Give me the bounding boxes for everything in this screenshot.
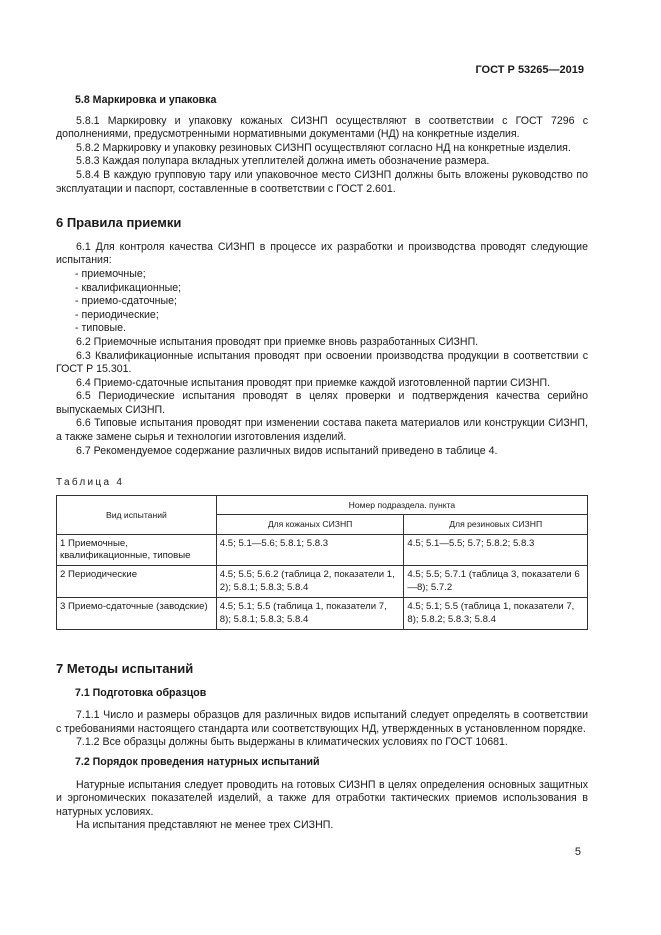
header-rubber: Для резиновых СИЗНП <box>404 515 588 534</box>
page-content <box>56 94 588 833</box>
cell-rubber: 4.5; 5.1—5.5; 5.7; 5.8.2; 5.8.3 <box>404 534 588 566</box>
table-4 <box>56 495 588 630</box>
paragraph-7-2-b: На испытания представляют не менее трех СИЗНП. <box>76 819 334 832</box>
list-item: - приемочные; <box>75 267 146 280</box>
paragraph-6-5: 6.5 Периодические испытания проводят в целях проверки и подтверждения качества серийно выпускаемых СИЗНП. <box>56 390 588 416</box>
paragraph-5-8-2: 5.8.2 Маркировку и упаковку резиновых СИЗНП осуществляют согласно НД на конкретные изделия. <box>76 141 571 154</box>
test-types-list <box>56 268 588 336</box>
section-7-1-title: 7.1 Подготовка образцов <box>75 686 207 699</box>
list-item: - типовые. <box>75 322 126 335</box>
paragraph-6-1: 6.1 Для контроля качества СИЗНП в процессе их разработки и производства проводят следующие испытания: <box>56 240 588 267</box>
cell-type: 2 Периодические <box>57 566 217 598</box>
paragraph-6-6: 6.6 Типовые испытания проводят при изменении состава пакета материалов или конструкции СИЗНП, а также замене сырья и технологии изготовления изделий. <box>56 417 588 444</box>
document-code: ГОСТ Р 53265—2019 <box>475 64 584 76</box>
paragraph-6-2: 6.2 Приемочные испытания проводят при приемке вновь разработанных СИЗНП. <box>76 335 479 348</box>
header-leather: Для кожаных СИЗНП <box>216 515 404 534</box>
section-5-8-title: 5.8 Маркировка и упаковка <box>75 94 217 106</box>
paragraph-7-2-a: Натурные испытания следует проводить на готовых СИЗНП в целях определения основных защитных и эргономических показателей изделий, а также для отработки тактических приемов использования в натурных условиях. <box>56 778 588 818</box>
paragraph-5-8-1: 5.8.1 Маркировку и упаковку кожаных СИЗНП осуществляют в соответствии с ГОСТ 7296 с дополнениями, предусмотренными нормативными документами (НД) на конкретные изделия. <box>56 114 588 141</box>
table-row <box>57 534 588 566</box>
paragraph-5-8-4: 5.8.4 В каждую групповую тару или упаковочное место СИЗНП должны быть вложены руководство по эксплуатации и паспорт, составленные в соответствии с ГОСТ 2.601. <box>56 168 588 195</box>
cell-rubber: 4.5; 5.1; 5.5 (таблица 1, показатели 7, 8); 5.8.2; 5.8.3; 5.8.4 <box>404 598 588 630</box>
cell-rubber: 4.5; 5.5; 5.7.1 (таблица 3, показатели 6—8); 5.7.2 <box>404 566 588 598</box>
header-section-number: Номер подраздела. пункта <box>216 495 587 514</box>
paragraph-6-3: 6.3 Квалификационные испытания проводят при освоении производства продукции в соответствии с ГОСТ Р 15.301. <box>56 349 588 376</box>
section-7-2-title: 7.2 Порядок проведения натурных испытаний <box>75 756 320 769</box>
cell-leather: 4.5; 5.5; 5.6.2 (таблица 2, показатели 1, 2); 5.8.1; 5.8.3; 5.8.4 <box>216 566 404 598</box>
cell-leather: 4.5; 5.1; 5.5 (таблица 1, показатели 7, 8); 5.8.1; 5.8.3; 5.8.4 <box>216 598 404 630</box>
paragraph-6-4: 6.4 Приемо-сдаточные испытания проводят при приемке каждой изготовленной партии СИЗНП. <box>76 376 551 389</box>
page-number: 5 <box>574 846 581 858</box>
table-caption: Таблица 4 <box>56 477 125 489</box>
list-item: - приемо-сдаточные; <box>75 295 177 308</box>
section-6-title: 6 Правила приемки <box>56 215 182 231</box>
header-test-type: Вид испытаний <box>57 495 217 534</box>
cell-type: 1 Приемочные, квалификационные, типовые <box>57 534 217 566</box>
paragraph-5-8-3: 5.8.3 Каждая полупара вкладных утеплителей должна иметь обозначение размера. <box>76 155 490 168</box>
section-7-title: 7 Методы испытаний <box>56 661 194 677</box>
table-row <box>57 566 588 598</box>
cell-leather: 4.5; 5.1—5.6; 5.8.1; 5.8.3 <box>216 534 404 566</box>
list-item: - квалификационные; <box>75 281 182 294</box>
table-row <box>57 598 588 630</box>
cell-type: 3 Приемо-сдаточные (заводские) <box>57 598 217 630</box>
paragraph-7-1-1: 7.1.1 Число и размеры образцов для различных видов испытаний следует определять в соответствии с требованиями настоящего стандарта или соответствующих НД, утвержденных в установленном порядке. <box>56 709 588 735</box>
paragraph-7-1-2: 7.1.2 Все образцы должны быть выдержаны в климатических условиях по ГОСТ 10681. <box>76 736 508 749</box>
list-item: - периодические; <box>75 308 159 321</box>
paragraph-6-7: 6.7 Рекомендуемое содержание различных видов испытаний приведено в таблице 4. <box>76 444 498 457</box>
